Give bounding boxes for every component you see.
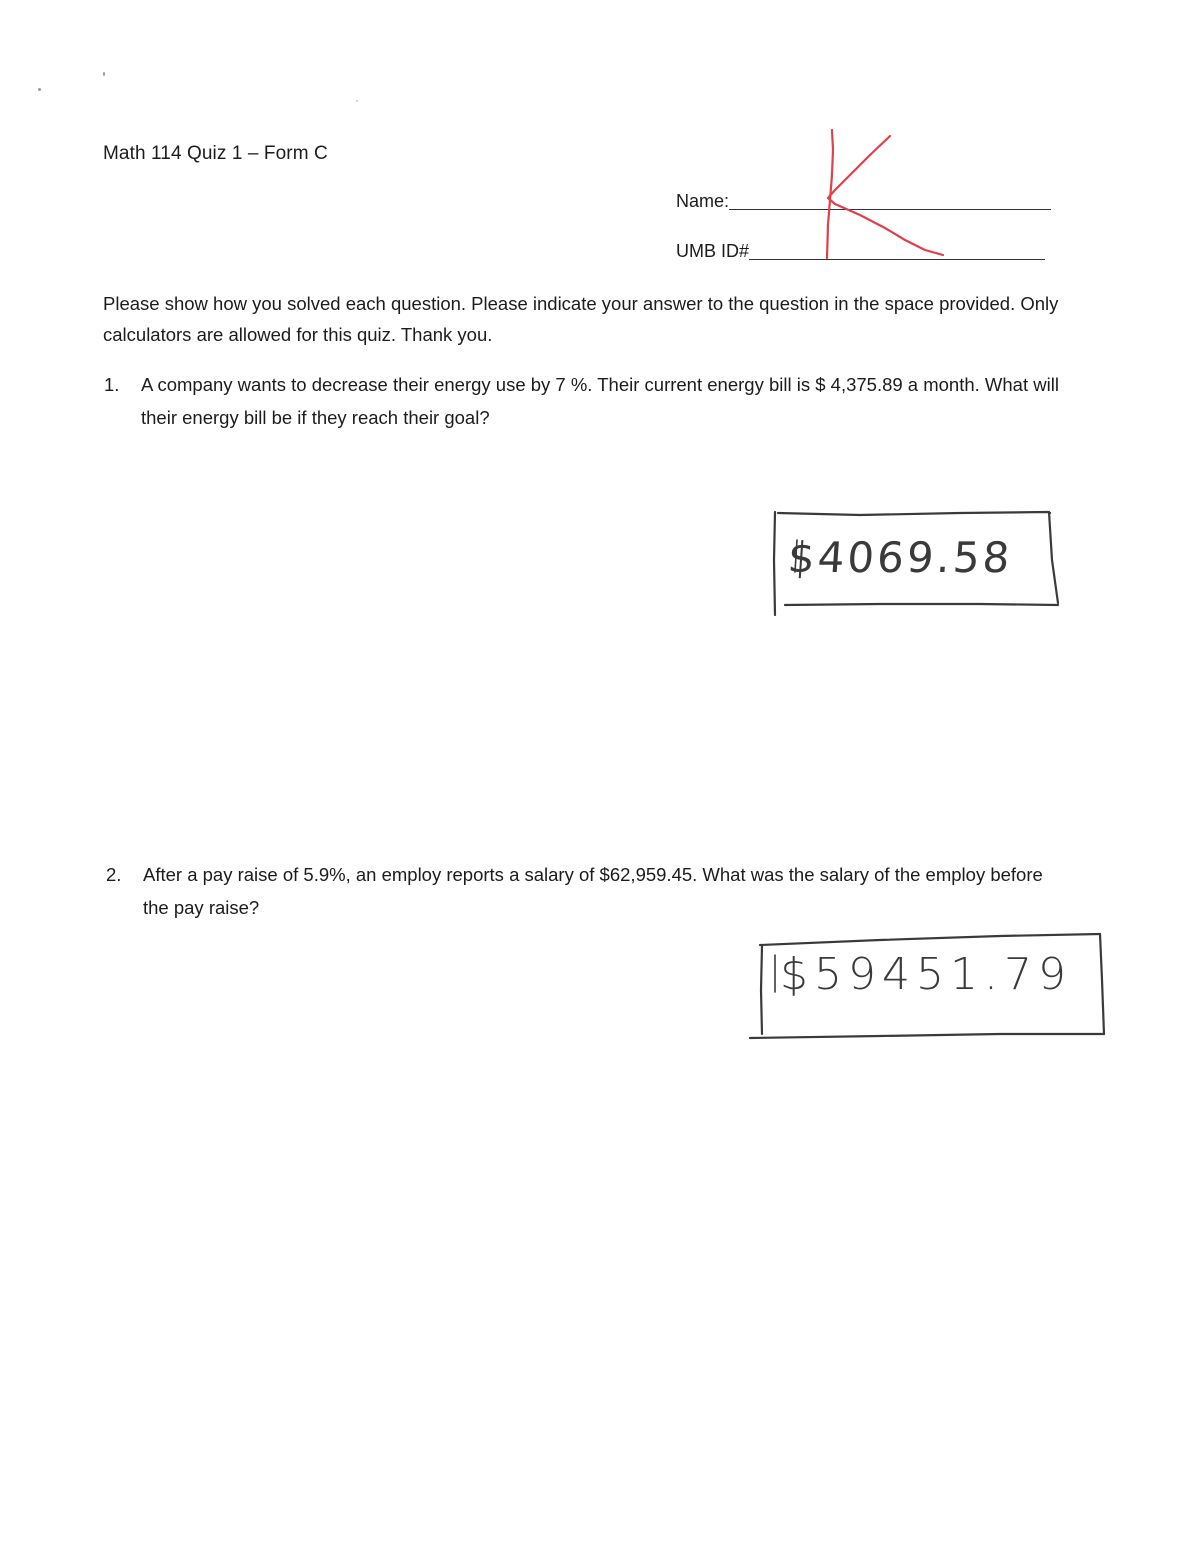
umb-id-label: UMB ID# (676, 241, 750, 261)
answer-2-value: $59451.79 (780, 949, 1072, 1000)
answer-box-left-edge (761, 946, 762, 1034)
question-text: A company wants to decrease their energy use by 7 %. Their current energy bill is $ 4,375.89 a month. What will their energy bill be if they reach their goal? (141, 374, 1059, 428)
question-number: 2. (106, 864, 122, 885)
answer-box-right-edge (1100, 934, 1104, 1034)
answer-box-bottom-edge (750, 1034, 1104, 1038)
name-label: Name: (676, 191, 730, 211)
answer-1-value: $4069.58 (786, 533, 1015, 582)
answer-box-top-edge (760, 934, 1100, 945)
question-number: 1. (104, 374, 120, 395)
instructions-text: Please show how you solved each question. Please indicate your answer to the question in the space provided. Only calculators are allowed for this quiz. Thank you. (103, 293, 1059, 345)
quiz-title: Math 114 Quiz 1 – Form C (103, 143, 328, 164)
question-text: After a pay raise of 5.9%, an employ reports a salary of $62,959.45. What was the salary of the employ before the pay raise? (143, 864, 1043, 918)
